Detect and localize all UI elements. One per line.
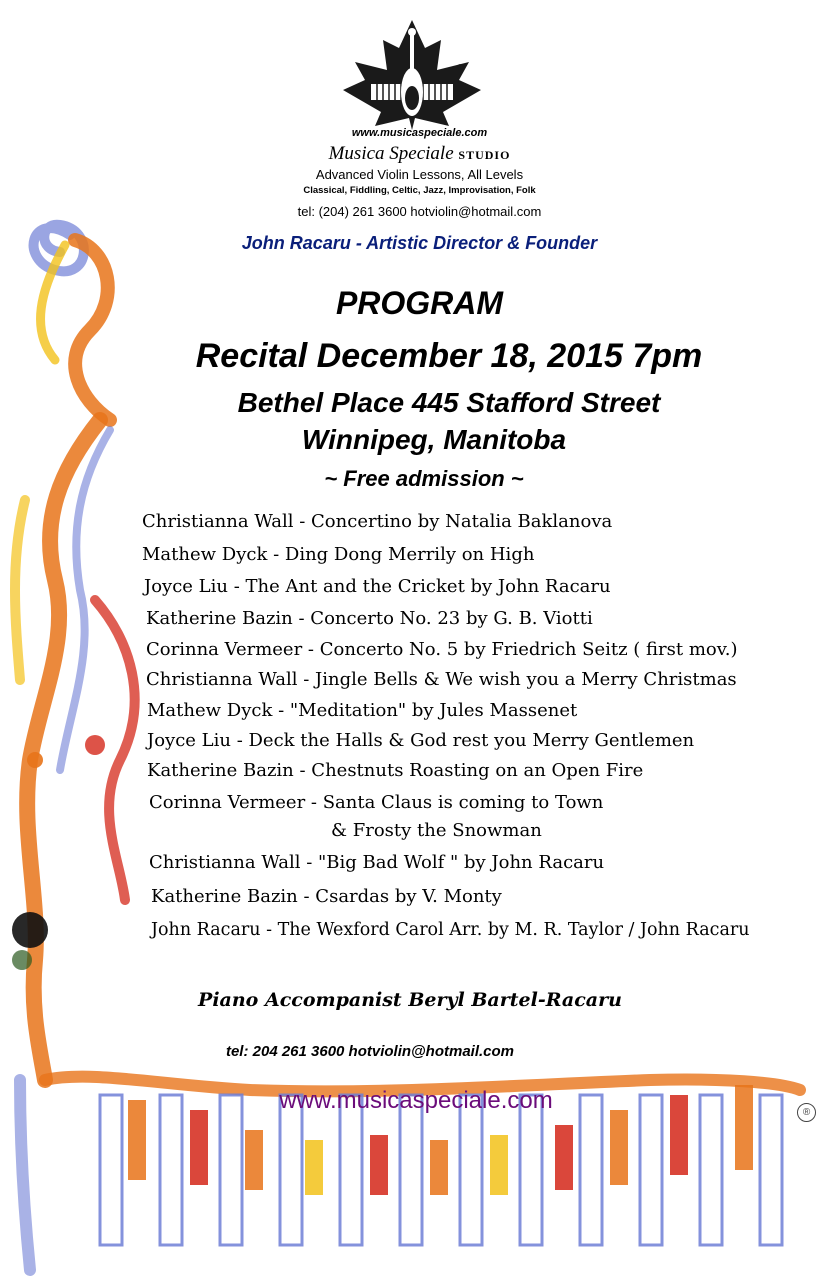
artistic-director: John Racaru - Artistic Director & Founder: [241, 233, 598, 253]
recital-date: Recital December 18, 2015 7pm: [195, 337, 703, 375]
registered-mark: ®: [797, 1103, 816, 1122]
studio-script: Musica Speciale: [328, 143, 454, 164]
studio-word: STUDIO: [458, 148, 511, 162]
venue-address: Bethel Place 445 Stafford Street: [237, 387, 661, 418]
header-contact: tel: (204) 261 3600 hotviolin@hotmail.com: [297, 204, 542, 219]
program-item: Christianna Wall - Jingle Bells & We wish you a Merry Christmas: [146, 669, 737, 690]
program-item-continued: & Frosty the Snowman: [331, 820, 542, 841]
program-item: Joyce Liu - Deck the Halls & God rest you Merry Gentlemen: [147, 730, 695, 751]
tagline: Advanced Violin Lessons, All Levels: [315, 167, 524, 182]
program-item: Katherine Bazin - Chestnuts Roasting on an Open Fire: [147, 760, 644, 781]
program-title: PROGRAM: [335, 285, 504, 321]
program-item: Mathew Dyck - Ding Dong Merrily on High: [142, 544, 535, 565]
website-link[interactable]: www.musicaspeciale.com: [279, 1087, 553, 1114]
program-item: Katherine Bazin - Csardas by V. Monty: [151, 886, 502, 907]
program-item: Mathew Dyck - "Meditation" by Jules Massenet: [147, 700, 578, 721]
program-item: Corinna Vermeer - Santa Claus is coming to Town: [149, 792, 604, 813]
program-item: Katherine Bazin - Concerto No. 23 by G. B. Viotti: [146, 608, 593, 629]
program-item: Christianna Wall - Concertino by Natalia Baklanova: [142, 511, 613, 532]
music-styles: Classical, Fiddling, Celtic, Jazz, Improvisation, Folk: [303, 185, 536, 196]
svg-text:®: ®: [457, 63, 463, 72]
admission-note: ~ Free admission ~: [324, 466, 524, 491]
program-item: John Racaru - The Wexford Carol Arr. by M. R. Taylor / John Racaru: [151, 920, 750, 940]
footer-contact: tel: 204 261 3600 hotviolin@hotmail.com: [225, 1043, 515, 1060]
venue-city: Winnipeg, Manitoba: [301, 424, 567, 455]
website-small[interactable]: www.musicaspeciale.com: [351, 127, 488, 139]
program-item: Christianna Wall - "Big Bad Wolf " by John Racaru: [149, 852, 605, 873]
maple-leaf-violin-piano-logo: [333, 18, 491, 130]
program-item: Joyce Liu - The Ant and the Cricket by John Racaru: [144, 576, 611, 597]
program-item: Corinna Vermeer - Concerto No. 5 by Friedrich Seitz ( first mov.): [146, 639, 738, 660]
studio-name: [0, 143, 839, 165]
piano-accompanist: Piano Accompanist Beryl Bartel-Racaru: [198, 989, 622, 1011]
